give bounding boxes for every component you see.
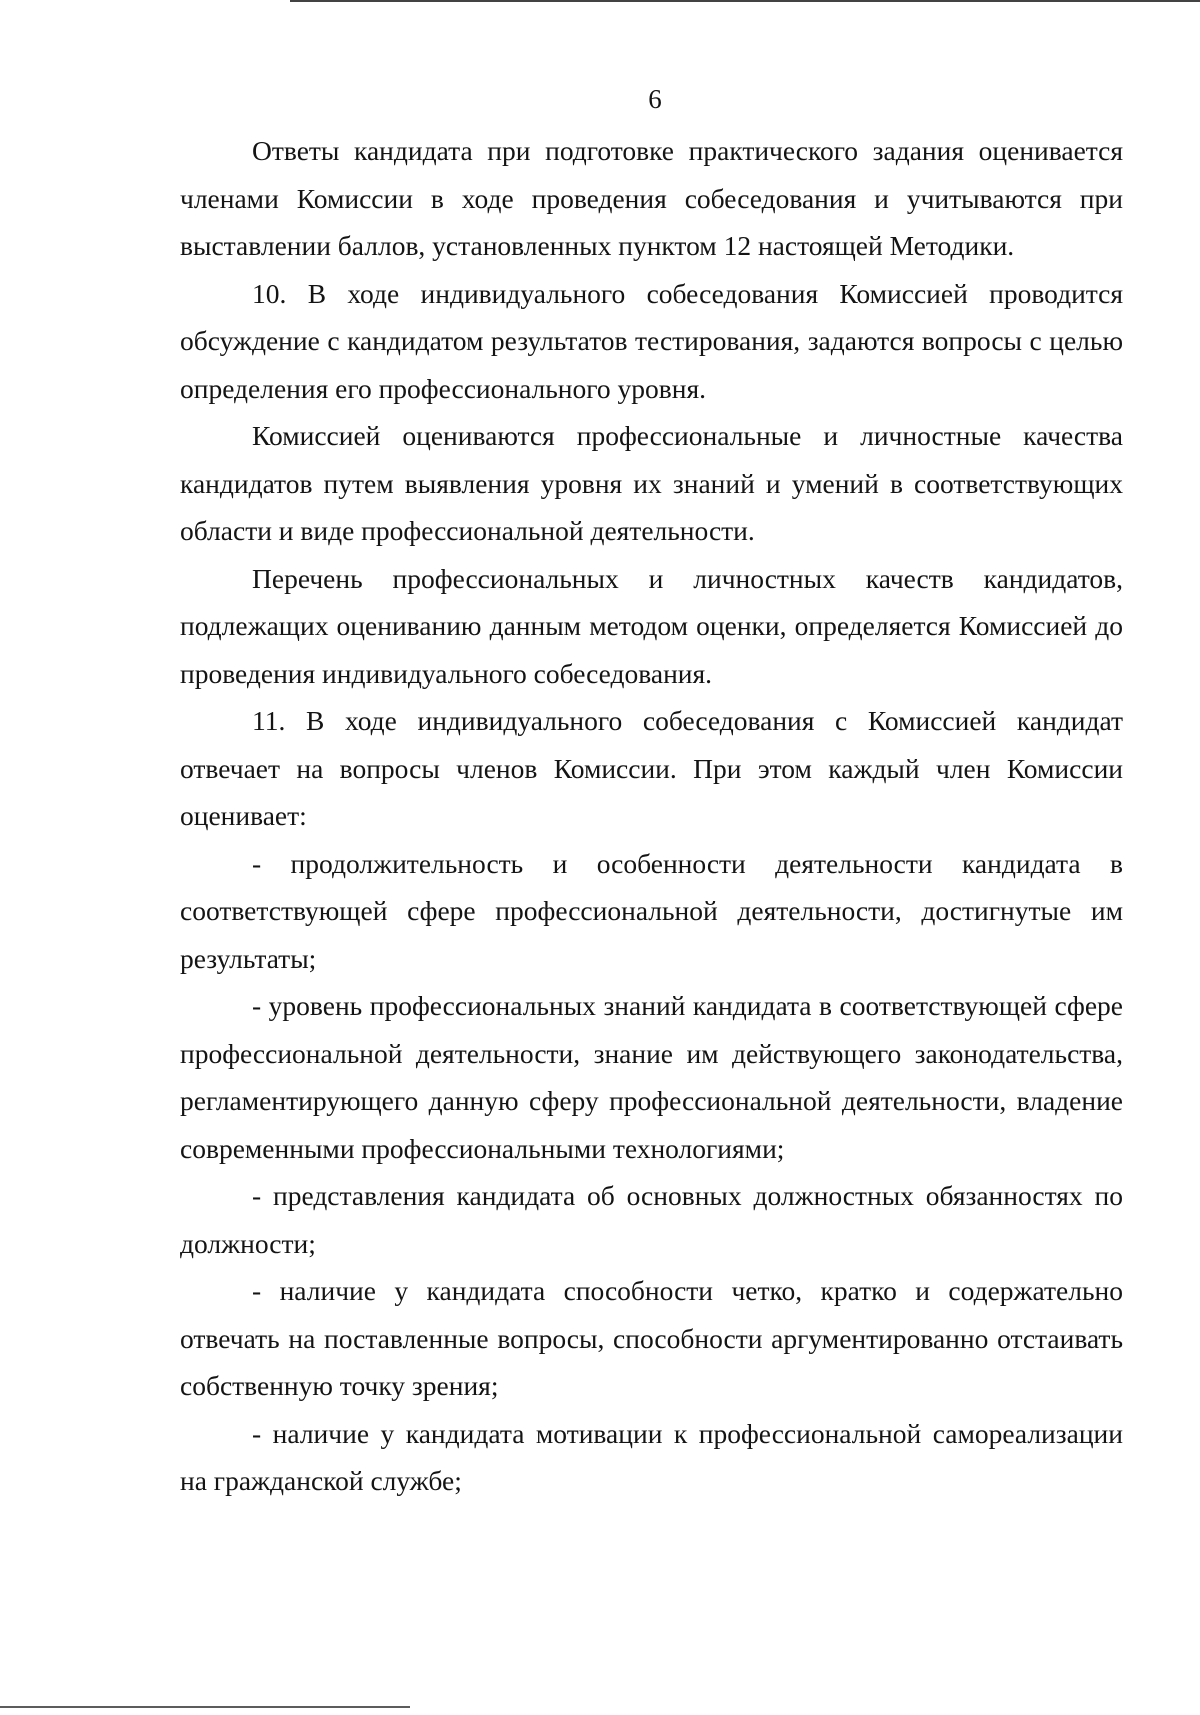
- paragraph-qualities-assessment: Комиссией оцениваются профессиональные и личностные качества кандидатов путем выявления уровня их знаний и умений в соответствующих области и виде профессиональной деятельности.: [180, 420, 1123, 546]
- list-item-knowledge: - уровень профессиональных знаний кандидата в соответствующей сфере профессиональной деятельности, знание им действующего законодательства, регламентирующего данную сферу профессиональной деятельности, владение современными профессиональными технологиями;: [180, 990, 1123, 1164]
- list-item-communication: - наличие у кандидата способности четко, кратко и содержательно отвечать на поставленные вопросы, способности аргументированно отстаивать собственную точку зрения;: [180, 1275, 1123, 1401]
- scan-edge-bottom: [0, 1706, 410, 1708]
- list-item-duties: - представления кандидата об основных должностных обязанностях по должности;: [180, 1180, 1123, 1259]
- paragraph-qualities-list: Перечень профессиональных и личностных качеств кандидатов, подлежащих оцениванию данным методом оценки, определяется Комиссией до проведения индивидуального собеседования.: [180, 562, 1123, 689]
- page-number: 6: [648, 84, 662, 114]
- list-item-experience: - продолжительность и особенности деятельности кандидата в соответствующей сфере профессиональной деятельности, достигнутые им результаты;: [180, 847, 1123, 974]
- paragraph-item-10: 10. В ходе индивидуального собеседования Комиссией проводится обсуждение с кандидатом результатов тестирования, задаются вопросы с целью определения его профессионального уровня.: [180, 277, 1123, 404]
- list-item-motivation: - наличие у кандидата мотивации к профессиональной самореализации на гражданской службе;: [180, 1417, 1123, 1496]
- paragraph-item-11: 11. В ходе индивидуального собеседования с Комиссией кандидат отвечает на вопросы членов Комиссии. При этом каждый член Комиссии оценивает:: [180, 705, 1123, 831]
- paragraph-answers-assessment: Ответы кандидата при подготовке практического задания оценивается членами Комиссии в ходе проведения собеседования и учитываются при выставлении баллов, установленных пунктом 12 настоящей Методики.: [180, 135, 1123, 261]
- document-body: [180, 127, 1123, 1505]
- scan-edge-top: [290, 0, 1200, 2]
